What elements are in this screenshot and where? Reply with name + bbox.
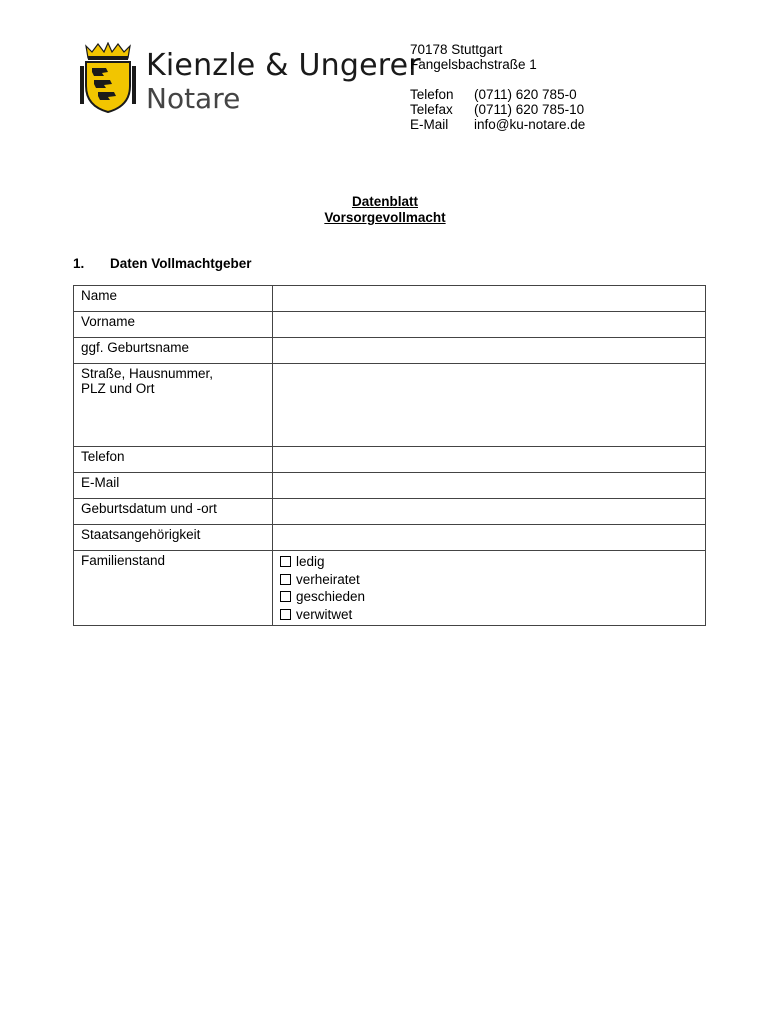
title-line-2: Vorsorgevollmacht [324,210,446,225]
field-input-geburtsname[interactable] [273,338,706,364]
coat-of-arms-icon [80,42,136,114]
checkbox-icon[interactable] [280,609,291,620]
field-label-staatsangehoerigkeit: Staatsangehörigkeit [74,525,273,551]
table-row [74,286,706,312]
field-input-name[interactable] [273,286,706,312]
field-input-email[interactable] [273,473,706,499]
firm-subtitle: Notare [146,82,241,115]
field-input-staatsangehoerigkeit[interactable] [273,525,706,551]
option-label: geschieden [296,589,366,604]
field-input-vorname[interactable] [273,312,706,338]
field-label-geburtsdatum: Geburtsdatum und -ort [74,499,273,525]
option-label: verheiratet [296,571,360,587]
option-ledig[interactable] [280,553,698,571]
title-line-1: Datenblatt [351,194,418,209]
option-geschieden[interactable] [280,588,698,606]
table-row [74,364,706,447]
table-row [74,551,706,626]
contact-email [410,117,585,132]
table-row [74,473,706,499]
firm-contact [410,87,585,132]
field-label-email: E-Mail [74,473,273,499]
contact-phone [410,87,585,102]
firm-address [410,42,537,72]
familienstand-options [273,551,706,626]
option-label: ledig [296,554,325,569]
field-label-vorname: Vorname [74,312,273,338]
contact-label: Telefax [410,102,453,117]
table-row [74,312,706,338]
checkbox-icon[interactable] [280,556,291,567]
table-row [74,499,706,525]
document-title [0,194,770,226]
principal-data-table [73,285,706,626]
address-street: Fangelsbachstraße 1 [410,57,537,72]
section-title: Daten Vollmachtgeber [110,256,252,271]
field-input-adresse[interactable] [273,364,706,447]
adresse-label-line-2: PLZ und Ort [81,381,155,396]
field-label-name: Name [74,286,273,312]
table-row [74,338,706,364]
section-number: 1. [73,256,85,271]
field-label-geburtsname: ggf. Geburtsname [74,338,273,364]
contact-value: (0711) 620 785-0 [474,87,577,102]
checkbox-icon[interactable] [280,591,291,602]
field-label-adresse [74,364,273,447]
checkbox-icon[interactable] [280,574,291,585]
contact-value: info@ku-notare.de [474,117,586,132]
address-city: 70178 Stuttgart [410,42,503,57]
field-label-telefon: Telefon [74,447,273,473]
option-verwitwet[interactable] [280,606,698,624]
option-label: verwitwet [296,606,353,622]
table-row [74,525,706,551]
table-row [74,447,706,473]
contact-label: E-Mail [410,117,449,132]
contact-value: (0711) 620 785-10 [474,102,585,117]
field-input-geburtsdatum[interactable] [273,499,706,525]
contact-fax [410,102,585,117]
contact-label: Telefon [410,87,454,102]
field-input-telefon[interactable] [273,447,706,473]
field-label-familienstand: Familienstand [74,551,273,626]
section-heading [73,256,252,271]
firm-logo [80,42,421,116]
option-verheiratet[interactable] [280,571,698,589]
adresse-label-line-1: Straße, Hausnummer, [81,366,214,381]
firm-name: Kienzle & Ungerer [146,48,421,83]
